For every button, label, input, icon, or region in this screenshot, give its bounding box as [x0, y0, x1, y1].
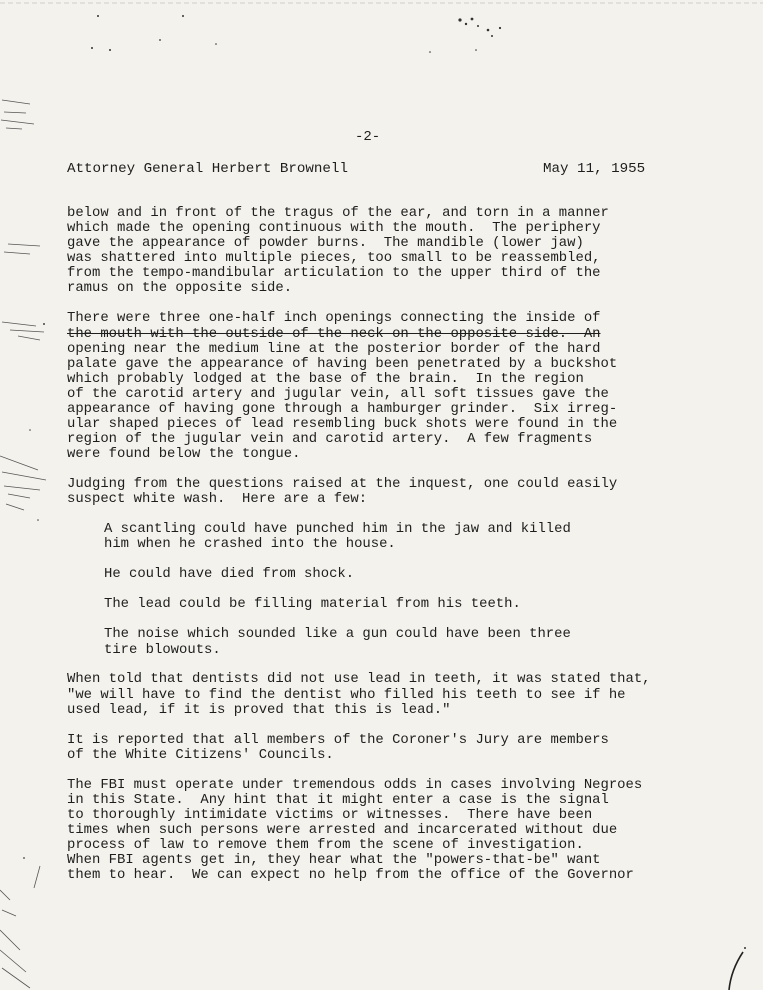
text-line: suspect white wash. Here are a few:: [67, 491, 368, 508]
text-line: of the White Citizens' Councils.: [67, 746, 334, 763]
text-line: in this State. Any hint that it might enter a case is the signal: [67, 791, 609, 808]
text-line: times when such persons were arrested and incarcerated without due: [67, 822, 618, 839]
text-line: to thoroughly intimidate victims or witnesses. There have been: [67, 806, 593, 823]
text-line: of the carotid artery and jugular vein, all soft tissues gave the: [67, 385, 609, 402]
text-line: appearance of having gone through a hamburger grinder. Six irreg-: [67, 401, 618, 418]
text-line: ramus on the opposite side.: [67, 280, 293, 297]
text-line: When told that dentists did not use lead in teeth, it was stated that,: [67, 671, 651, 688]
text-line: The noise which sounded like a gun could have been three: [104, 626, 571, 643]
text-line: The lead could be filling material from his teeth.: [104, 596, 521, 613]
text-line: tire blowouts.: [104, 641, 221, 658]
scan-specks-top: [0, 0, 763, 60]
text-line: When FBI agents get in, they hear what the "powers-that-be" want: [67, 852, 601, 869]
addressee: Attorney General Herbert Brownell: [67, 161, 348, 177]
body-paragraph: [67, 311, 707, 462]
text-line: palate gave the appearance of having been penetrated by a buckshot: [67, 355, 618, 372]
body-paragraph: [67, 733, 707, 763]
text-line: was shattered into multiple pieces, too small to be reassembled,: [67, 250, 601, 267]
scan-edge-marks: [0, 0, 60, 990]
text-line: The FBI must operate under tremendous odds in cases involving Negroes: [67, 776, 643, 793]
text-line: Judging from the questions raised at the inquest, one could easily: [67, 476, 618, 493]
letter-date: May 11, 1955: [543, 161, 646, 177]
text-line: There were three one-half inch openings connecting the inside of: [67, 310, 601, 327]
text-line: "we will have to find the dentist who filled his teeth to see if he: [67, 686, 626, 703]
scan-corner-mark: [703, 930, 763, 990]
text-line: were found below the tongue.: [67, 446, 301, 463]
text-line: which probably lodged at the base of the brain. In the region: [67, 370, 584, 387]
text-line: which made the opening continuous with the mouth. The periphery: [67, 220, 601, 237]
letter-body: [67, 206, 707, 898]
quoted-question: [67, 567, 707, 582]
text-line: region of the jugular vein and carotid artery. A few fragments: [67, 431, 593, 448]
body-paragraph: [67, 477, 707, 507]
text-line: ular shaped pieces of lead resembling buck shots were found in the: [67, 416, 618, 433]
text-line: It is reported that all members of the Coroner's Jury are members: [67, 731, 609, 748]
text-line: A scantling could have punched him in the jaw and killed: [104, 521, 571, 538]
text-line: from the tempo-mandibular articulation to the upper third of the: [67, 265, 601, 282]
text-line: He could have died from shock.: [104, 566, 355, 583]
text-line: used lead, if it is proved that this is lead.": [67, 701, 451, 718]
body-paragraph: [67, 672, 707, 717]
text-line: below and in front of the tragus of the ear, and torn in a manner: [67, 205, 609, 221]
text-line: gave the appearance of powder burns. The mandible (lower jaw): [67, 235, 584, 252]
text-line: them to hear. We can expect no help from the office of the Governor: [67, 867, 634, 884]
body-paragraph: [67, 206, 707, 297]
body-paragraph: [67, 778, 707, 884]
quoted-question: [67, 627, 707, 657]
text-line: him when he crashed into the house.: [104, 536, 396, 553]
quoted-question: [67, 597, 707, 612]
quoted-question: [67, 522, 707, 552]
page-number: -2-: [355, 129, 381, 145]
text-line: opening near the medium line at the posterior border of the hard: [67, 340, 601, 357]
text-line: process of law to remove them from the scene of investigation.: [67, 837, 584, 854]
text-line: the mouth with the outside of the neck on the opposite side. An: [67, 325, 601, 342]
